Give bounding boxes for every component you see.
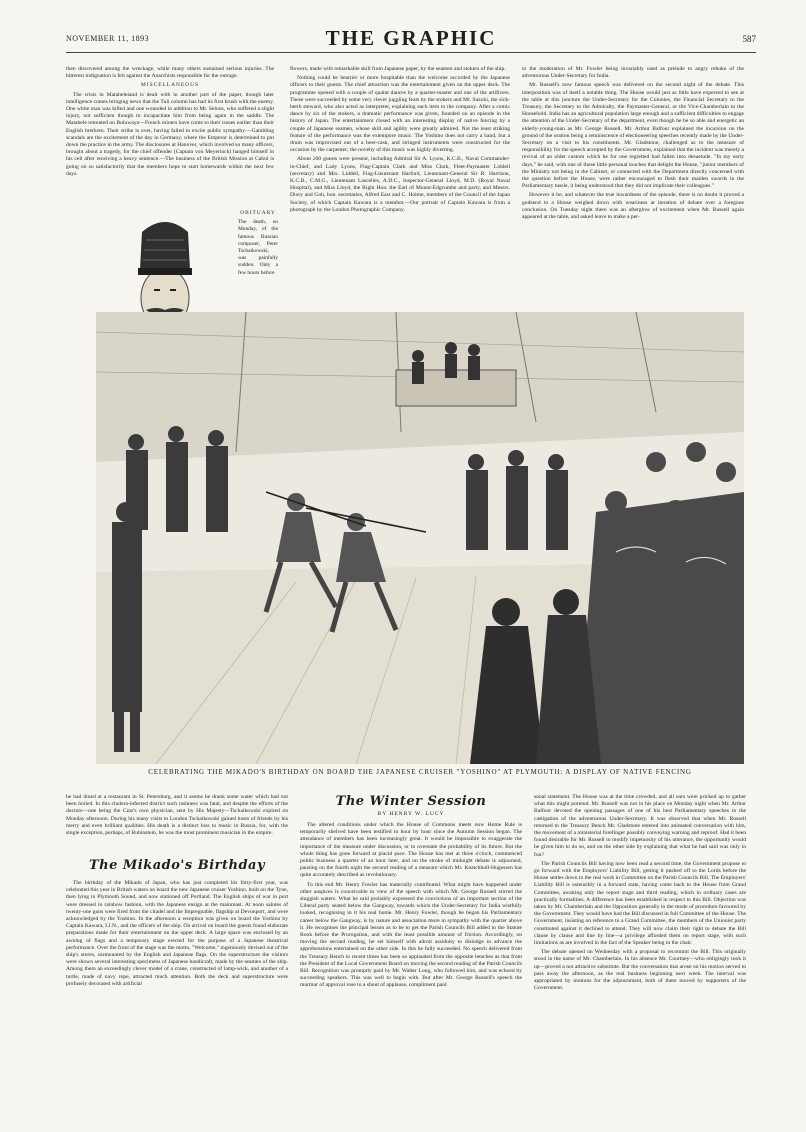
paragraph: sonal statement. The House was at the time crowded, and all ears were pricked up to gather what this might portend. Mr. Russell was not in his place on Monday night when Mr. Arthur Balfour devoted the opening passages of one of his best Parliamentary speeches to the castigation of the adventurous Under-Secretary. It was observed that when Mr. Russell returned to the Treasury Bench Mr. Gladstone entered into animated conversation with him, the movement of a ministerial forefinger possibly conveying warning and reproof. Had it been found desirable for Mr. Russell to modify impetuosity of his utterance, the opportunity would be given him to do so, and on the other side by explaining that what he had said was only in fun? xyxy=(534,794,746,858)
paragraph: However it be, and whatever the true inwardness of the episode, there is no doubt it proved a godsend to a House weighed down with weariness at iteration of debate over a foregone conclusion. On Tuesday night there was an afterglow of excitement when Mr. Russell again appeared at the table, and asked leave to make a per- xyxy=(522,192,744,221)
obituary-text xyxy=(238,208,278,294)
paragraph: The crisis in Matabeleland is dealt with in another part of the paper, though later intelligence comes bringing news that the Tuli column has had its first brush with the enemy. One white man was killed and one wounded in addition to Mr. Selous, who suffered a slight injury, not sufficient though to incapacitate him from being again in the saddle. The Matabele retreated on Buluwayo—French miners have come to their issues earlier than their English brethren. Their strike is over, having failed to excite public sympathy.—Gambling scandals are the excitement of the day in Germany, where the Emperor is determined to put down the practice in the army. The disclosures at Hanover, which involved so many officers, brought about a tragedy, for the chief offender (Captain von Meyerinck) hanged himself in his cell after receiving a heavy sentence.—The business of the British Mission at Cabul is going on so satisfactorily that the members hope to start homewards within the next few days. xyxy=(66,91,274,177)
heading-mikados-birthday: The Mikado's Birthday xyxy=(88,858,266,873)
column-1-top xyxy=(66,66,274,204)
paragraph: Nothing could be heartier or more hospitable than the welcome accorded by the Japanese officers to their guests. The chief attraction was the entertainment given on the upper deck. The programme opened with a couple of quaint dances by a quarter-master and one of the artificers. These were succeeded by some very clever juggling feats by the stokers and Mr. Suzuki, the sick-berth steward, who also acted as interpreter, explaining each item to the company. After a comic dance by six of the stokers, a dramatic performance was given, founded on an episode in the history of Japan. The entertainment closed with an interesting display of native fencing by a couple of Japanese seamen, whose skill and agility were greatly admired. Not the least striking feature of the performance was the extempore music. The Yoshino does not carry a band, but a drum was improvised out of a beer-cask, and stringed instruments were constructed for the occasion by the carpenter; the novelty of this music was highly diverting. xyxy=(290,75,510,154)
column-3-bottom xyxy=(534,794,746,1090)
page-number: 587 xyxy=(742,34,756,44)
paragraph: The debate opened on Wednesday with a proposal to recommit the Bill. This originally stood in the name of Mr. Chamberlain. In his absence Mr. Courtney—who obligingly took it up—proved a not attractive substitute. But the conversation that arose on his motion served to pass away the afternoon, as the real business beginning next week. The interval was appropriated by motions for the adjournment, both of them moved by supporters of the Government. xyxy=(534,949,746,992)
paragraph: flowers, made with remarkable skill from Japanese paper, by the seamen and stokers of the ship. xyxy=(290,66,506,72)
paragraph: The Parish Councils Bill having now been read a second time, the Government propose to go forward with the Employers' Liability Bill, getting it pushed off to the Lords before the House settles down to the real work in Committee on the Parish Councils Bill. The Employers' Liability Bill is ostensibly in a forward state, having come back to the House from Grand Committee, awaiting only the report stage and third reading, which in ordinary cases are practically formalities. A difference has been established in respect to this Bill. Objection was taken by Mr. Chamberlain and the Opposition generally to the mode of procedure favoured by the Government. They would have had the Bill discussed in full Committee of the House. The Government, insisting on reference to a Grand Committee, the members of the Unionist party constituted against it declined to attend. They will now claim their right to debate the Bill clause by clause and line by line—a privilege afforded them on report stage, with such limitations as are involved in the fact of the Speaker being in the chair. xyxy=(534,860,746,947)
engraving-fencing-display xyxy=(96,312,744,764)
paragraph: he had dined at a restaurant in St. Petersburg, and it seems he drank some water which had not been boiled. In this cholera-infected district such rashness was fatal, and despite the efforts of the doctors—one being the Czar's own physician, sent by His Majesty—Tschaikowski expired on Monday afternoon. During his many visits to London Tschaikowski gained hosts of friends by his merry and even brilliant qualities. His death is a distinct loss to music in Russia, for, with the single exception, perhaps, of Rubinstein, he was the most prominent musician in the empire. xyxy=(66,794,288,837)
paragraph: to the moderation of Mr. Fowler being invariably used as prelude to angry rebuke of the adventurous Under-Secretary for India. xyxy=(522,66,744,80)
paragraph: To this end Mr. Henry Fowler has materially contributed. What might have happened under other auspices is conceivable in view of the speech with which Mr. George Russell stirred the sluggish waters. What he said probably expressed the convictions of an important section of the Liberal party seated below the Gangway, towards which the Under-Secretary for India wistfully looked, recognising in it his real home. Mr. Henry Fowler, though he began his Parliamentary career below the Gangway, is by nature and association more in sympathy with the quarter above it. He recognises the principal lesson as to be to get the Parish Councils Bill added to the Statute Book before the Prorogation, and with the least possible amount of friction. Accordingly, on moving the second reading, he set himself with adroit assiduity to dislodge in advance the apprehensions entertained on the other side. In this he fully succeeded. No speech delivered from the Treasury Bench in recent times has been so applauded from the opposite benches as that from the President of the Local Government Board on moving the second reading of the Parish Councils Bill. Recognition was promptly paid by Mr. Walter Long, who followed him, and was echoed by succeeding speakers. This was well to begin with. But after Mr. George Russell's speech the murmur of approval rose to a shout of applause, compliment paid xyxy=(300,881,522,989)
heading-winter-session: The Winter Session xyxy=(335,794,487,809)
issue-date: NOVEMBER 11, 1893 xyxy=(66,34,150,43)
masthead-title: THE GRAPHIC xyxy=(325,26,497,50)
paragraph: The death, on Monday, of the famous Russian composer, Peter Tschaikowski, was painfully sudden. Only a few hours before xyxy=(238,219,278,276)
paragraph: The altered conditions under which the House of Commons meets now Home Rule is temporarily shelved have been testified to hour by hour since the Autumn Session began. The attendance of members has been increasingly great. It would be impossible to exaggerate the importance of the measure under discussion, or to overstate the probability of its future. But the whole thing has gone forward at placid pace. The House has met at three o'clock, commenced public business a quarter of an hour later, and on the stroke of midnight debate is adjourned, pausing on the fourth night the second reading of a measure which Mr. Knatchbull-Hugessen has quite accurately described as revolutionary. xyxy=(300,822,522,879)
page-header xyxy=(66,26,756,53)
column-1-bottom xyxy=(66,794,288,850)
paragraph: The birthday of the Mikado of Japan, who has just completed his forty-first year, was celebrated this year in British waters on board the new Japanese cruiser Yoshino, built on the Tyne, then lying in Plymouth Sound, and now stationed off Portland. The English ships of war in port were dressed in rainbow fashion, with the Japanese ensign at the mainmast. At noon salutes of twenty-one guns were fired from the citadel and the Impregnable, flagship at Devonport, and were acknowledged by the Yoshino. In the afternoon a reception was given on board the Yoshino by Captain Kawara, I.J.N., and the officers of the ship. On arrival on board the guests found elaborate preparations made for their entertainment on the upper deck. A large space was enclosed by an awning of flags and a temporary stage erected for the purpose of a Japanese theatrical performance. Over the front of the stage was the motto, "Welcome," ingeniously devised out of the ship's stores, surmounted by the English and Japanese flags. On the superstructure the visitors were shown several interesting specimens of Japanese handicraft, made by the seamen of the ship. Among them an exceedingly clever model of a crane, constructed of lamp-wick, and another of a turtle, made of navy rope, attracted much attention. Both the deck and superstructure were profusely decorated with artificial xyxy=(66,880,288,987)
column-1-mikado xyxy=(66,880,288,1090)
section-heading-obituary: OBITUARY xyxy=(240,210,276,216)
column-2-bottom xyxy=(300,822,522,1090)
illustration-caption: CELEBRATING THE MIKADO'S BIRTHDAY ON BOARD THE JAPANESE CRUISER "YOSHINO" AT PLYMOUTH: A DISPLAY OF NATIVE FENCING xyxy=(148,768,692,776)
paragraph: Mr. Russell's now famous speech was delivered on the second night of the debate. This interposition was of itself a notable thing. The House would just as little have expected to see at the table at this juncture the Under-Secretary for the Colonies, the Financial Secretary to the Treasury, the Secretary to the Admiralty, the Paymaster-General, or the Vice-Chamberlain to the Household. India has an agricultural population large enough and a sufficient difficulties to engage the attention of the Under-Secretary of the department, even though he be so able and energetic an elderly-young-man as Mr. George Russell. Mr. Arthur Balfour explained the incursion on the ground of the oration being a reminiscence of electioneering speeches recently made by the Under-Secretary on a visit to his constituents. Mr. Gladstone, challenged as to the measure of responsibility for the speech accepted by the Government, explained that the incident was merely a revival of an older custom which he for one regretted had fallen into desuetude. "In my early days," he said, with one of those little personal touches that delight the House, "junior members of the Ministry not being in the Cabinet, or connected with the Department directly concerned with the question before the House, were rather encouraged to flesh their maiden swords in the Parliamentary tussle, it being understood that they did not implicate their colleagues." xyxy=(522,82,744,190)
paragraph: then discovered among the wreckage, while many others sustained serious injuries. The bitterest indignation is felt against the Anarchists responsible for the outrage. xyxy=(66,66,274,80)
byline: BY HENRY W. LUCY xyxy=(377,811,445,817)
paragraph: About 200 guests were present, including Admiral Sir A. Lyons, K.C.B., Naval Commander-in-Chief, and Lady Lyons, Flag-Captain Clark and Miss Clark, Fleet-Paymaster Liddell (secretary) and Mrs. Liddell, Flag-Lieutenant Harford, Lieutenant-General Sir R. Harrison, K.C.B., C.M.G., Lieutenant Lascelles, A.D.C., Inspector-General Lloyd, M.D. (Royal Naval Hospital), and Miss Lloyd, the Right Hon. the Earl of Mount-Edgcumbe and party, and Messrs. Diory and Goh, hon. secretaries, Alfred East and C. Holme, members of the Council of the Japan Society, of which Captain Kawara is a member.—Our portrait of Captain Kawara is from a photograph by the London Photographic Company. xyxy=(290,156,510,213)
column-3-top xyxy=(522,66,744,306)
section-heading-miscellaneous: MISCELLANEOUS xyxy=(141,82,199,89)
column-2-top xyxy=(290,66,510,306)
